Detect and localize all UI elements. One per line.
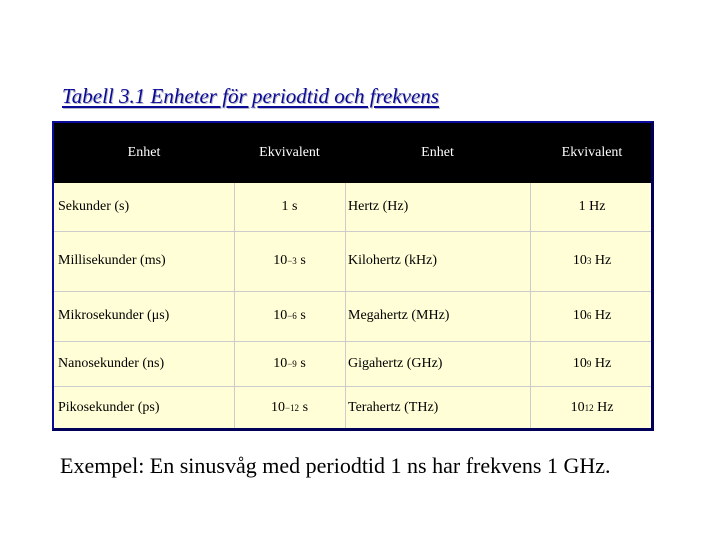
period-unit: Sekunder (s) bbox=[58, 199, 130, 214]
frequency-equivalent: 10 9 Hz bbox=[572, 355, 612, 371]
units-table bbox=[52, 121, 654, 431]
frequency-unit: Kilohertz (kHz) bbox=[348, 253, 438, 268]
header-frequency-unit: Enhet bbox=[421, 145, 454, 160]
column-divider bbox=[530, 183, 531, 428]
header-unit: Enhet bbox=[127, 145, 161, 160]
frequency-unit: Megahertz (MHz) bbox=[348, 308, 450, 323]
period-equivalent: 10 −12 s bbox=[270, 400, 309, 415]
frequency-equivalent: 1 Hz bbox=[578, 199, 606, 214]
frequency-unit: Terahertz (THz) bbox=[348, 400, 439, 415]
period-equivalent: 10 −3 s bbox=[273, 253, 306, 268]
frequency-unit: Gigahertz (GHz) bbox=[348, 355, 443, 371]
period-equivalent: 10 −9 s bbox=[273, 355, 306, 371]
header-frequency-equivalent: Ekvivalent bbox=[561, 145, 623, 160]
period-unit: Nanosekunder (ns) bbox=[58, 355, 165, 371]
frequency-equivalent: 10 12 Hz bbox=[570, 400, 614, 415]
example-text: Exempel: En sinusvåg med periodtid 1 ns har frekvens 1 GHz. bbox=[60, 453, 611, 478]
frequency-equivalent: 10 3 Hz bbox=[572, 253, 612, 268]
frequency-equivalent: 10 6 Hz bbox=[572, 308, 612, 323]
period-unit: Mikrosekunder (μs) bbox=[58, 308, 170, 323]
period-equivalent: 10 −6 s bbox=[273, 308, 306, 323]
period-unit: Millisekunder (ms) bbox=[58, 253, 166, 268]
column-divider bbox=[345, 183, 346, 428]
period-equivalent: 1 s bbox=[281, 199, 298, 214]
table-header bbox=[54, 123, 651, 183]
table-title: Tabell 3.1 Enheter för periodtid och frekvens bbox=[62, 84, 439, 108]
period-unit: Pikosekunder (ps) bbox=[58, 400, 160, 415]
frequency-unit: Hertz (Hz) bbox=[348, 199, 409, 214]
header-equivalent: Ekvivalent bbox=[259, 145, 320, 160]
